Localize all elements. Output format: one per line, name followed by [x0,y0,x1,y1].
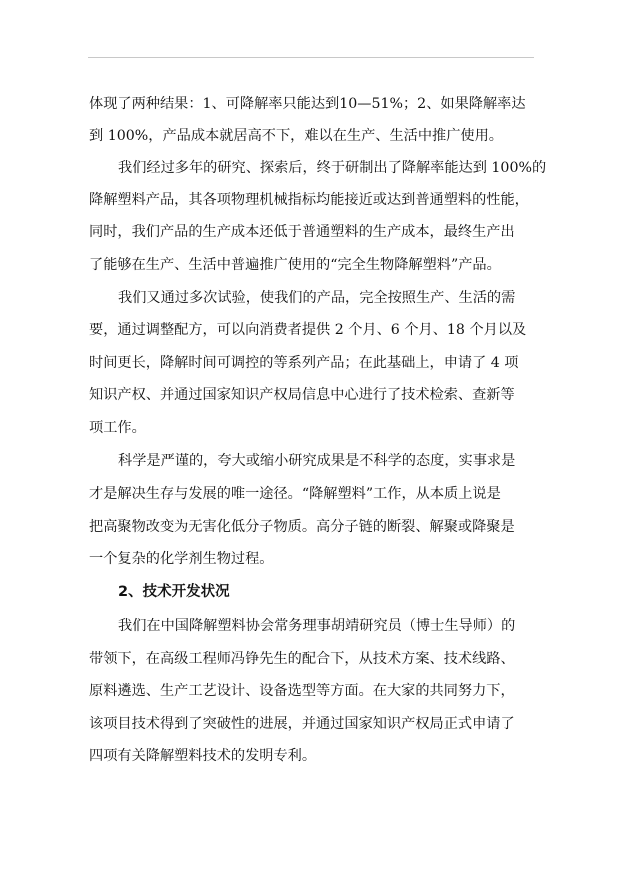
paragraph-4-line-2: 才是解决生存与发展的唯一途径。“降解塑料”工作，从本质上说是 [89,486,501,502]
section-paragraph-line-4: 该项目技术得到了突破性的进展，并通过国家知识产权局正式申请了 [89,716,515,732]
paragraph-1-line-1: 体现了两种结果：1、可降解率只能达到10—51%；2、如果降解率达 [89,96,526,112]
paragraph-3-line-2: 要，通过调整配方，可以向消费者提供 2 个月、6 个月、18 个月以及 [89,322,527,338]
section-heading: 2、技术开发状况 [118,584,230,600]
paragraph-1-line-2: 到 100%，产品成本就居高不下，难以在生产、生活中推广使用。 [89,128,503,144]
paragraph-2-line-2: 降解塑料产品，其各项物理机械指标均能接近或达到普通塑料的性能， [89,192,529,208]
section-paragraph-line-1: 我们在中国降解塑料协会常务理事胡靖研究员（博士生导师）的 [118,618,516,634]
paragraph-3-line-4: 知识产权、并通过国家知识产权局信息中心进行了技术检索、查新等 [89,387,515,403]
header-rule [88,57,534,58]
paragraph-2-line-4: 了能够在生产、生活中普遍推广使用的“完全生物降解塑料”产品。 [89,257,501,273]
paragraph-4-line-1: 科学是严谨的，夸大或缩小研究成果是不科学的态度，实事求是 [118,453,516,469]
section-paragraph-line-3: 原料遴选、生产工艺设计、设备选型等方面。在大家的共同努力下， [89,683,515,699]
section-paragraph-line-2: 带领下，在高级工程师冯铮先生的配合下，从技术方案、技术线路、 [89,651,515,667]
section-paragraph-line-5: 四项有关降解塑料技术的发明专利。 [89,748,317,764]
paragraph-3-line-3: 时间更长，降解时间可调控的等系列产品；在此基础上，申请了 4 项 [89,355,519,371]
paragraph-4-line-4: 一个复杂的化学剂生物过程。 [89,551,274,567]
paragraph-3-line-1: 我们又通过多次试验，使我们的产品，完全按照生产、生活的需 [118,290,516,306]
paragraph-2-line-1: 我们经过多年的研究、探索后，终于研制出了降解率能达到 100%的 [118,160,547,176]
paragraph-4-line-3: 把高聚物改变为无害化低分子物质。高分子链的断裂、解聚或降聚是 [89,519,515,535]
paragraph-3-line-5: 项工作。 [89,420,146,436]
paragraph-2-line-3: 同时，我们产品的生产成本还低于普通塑料的生产成本，最终生产出 [89,224,515,240]
